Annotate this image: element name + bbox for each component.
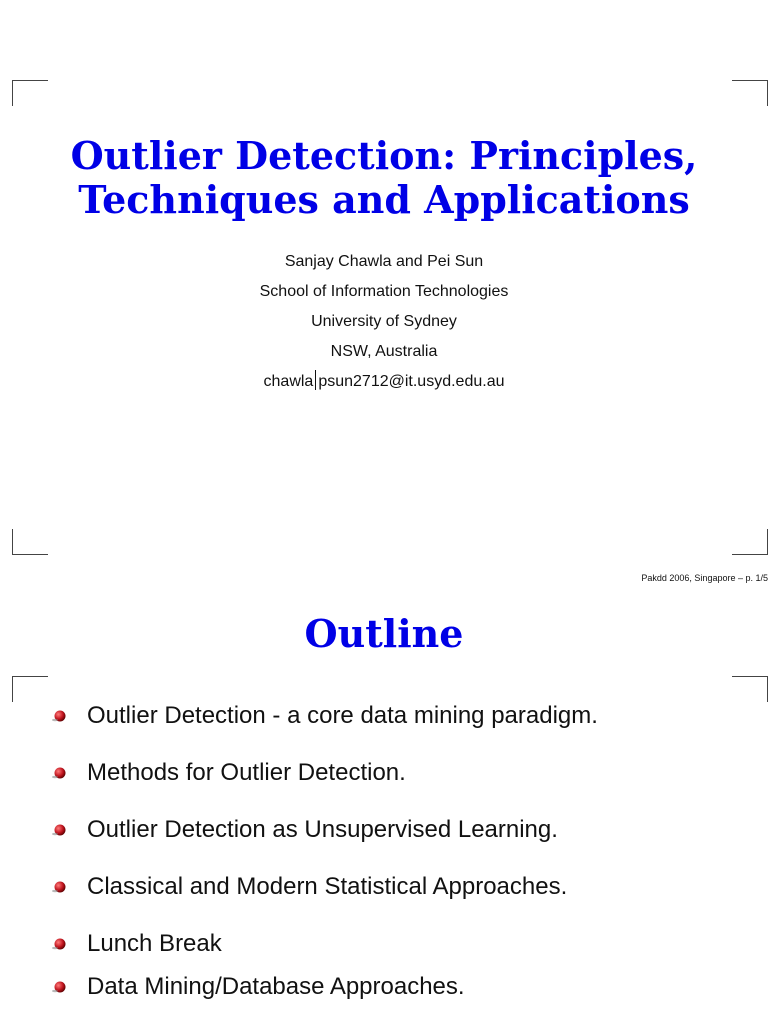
list-item-text: Data Mining/Database Approaches. (87, 973, 465, 1000)
slide1-frame-corner-bottom-left (12, 529, 48, 555)
slide1-footer: Pakdd 2006, Singapore – p. 1/5 (641, 573, 768, 583)
email-rest: psun2712@it.usyd.edu.au (318, 373, 505, 390)
slide2-frame-corner-top-left (12, 676, 48, 702)
author-block (0, 250, 768, 400)
slide1-title-line1: Outlier Detection: Principles, (70, 133, 698, 178)
red-ball-bullet-icon (52, 881, 66, 893)
red-ball-bullet-icon (52, 981, 66, 993)
list-item-text: Methods for Outlier Detection. (87, 759, 406, 786)
slide2-title: Outline (304, 611, 464, 656)
red-ball-bullet-icon (52, 710, 66, 722)
slide1-title (0, 134, 768, 222)
red-ball-bullet-icon (52, 824, 66, 836)
list-item-text: Outlier Detection as Unsupervised Learning. (87, 816, 558, 843)
slide1-title-line2: Techniques and Applications (78, 177, 690, 222)
authors: Sanjay Chawla and Pei Sun (284, 253, 484, 270)
red-ball-bullet-icon (52, 938, 66, 950)
email-user1: chawla (263, 373, 314, 390)
slide1-frame-corner-top-right (732, 80, 768, 106)
school: School of Information Technologies (259, 283, 509, 300)
list-item-text: Lunch Break (87, 930, 222, 957)
list-item-text: Outlier Detection - a core data mining paradigm. (87, 702, 598, 729)
email (0, 370, 768, 400)
email-separator (315, 370, 316, 390)
university: University of Sydney (311, 313, 457, 330)
slide2-frame-corner-top-right (732, 676, 768, 702)
location: NSW, Australia (330, 343, 438, 360)
slide1-frame-corner-top-left (12, 80, 48, 106)
red-ball-bullet-icon (52, 767, 66, 779)
slide1-frame-corner-bottom-right (732, 529, 768, 555)
list-item-text: Classical and Modern Statistical Approaches. (87, 873, 568, 900)
